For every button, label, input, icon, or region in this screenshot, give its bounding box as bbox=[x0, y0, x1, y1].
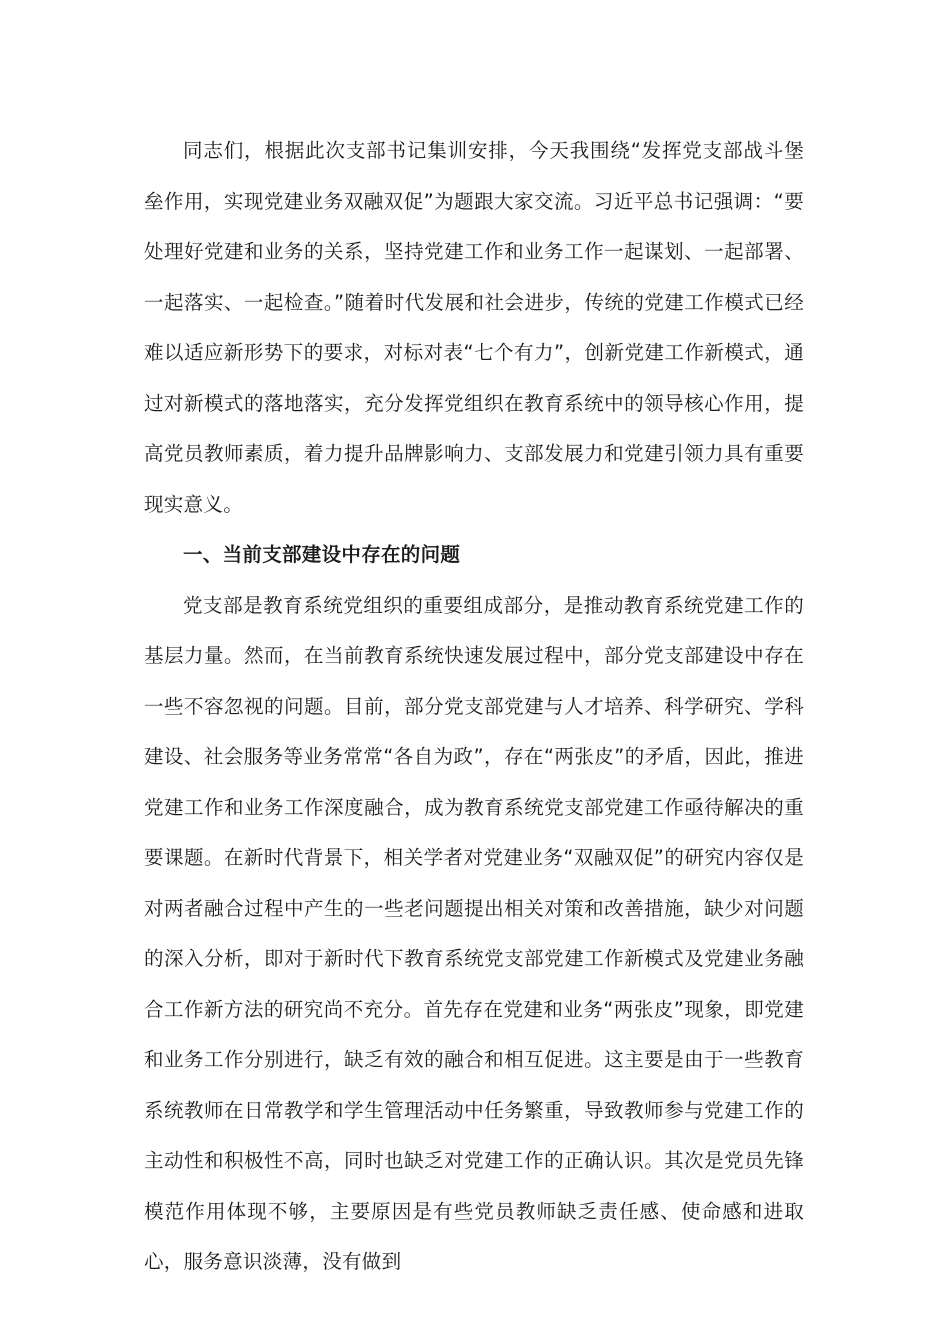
section-heading: 一、当前支部建设中存在的问题 bbox=[183, 543, 461, 566]
section-paragraph: 党支部是教育系统党组织的重要组成部分，是推动教育系统党建工作的基层力量。然而，在当前教育系统快速发展过程中，部分党支部建设中存在一些不容忽视的问题。目前，部分党支部党建与人才培养、科学研究、学科建设、社会服务等业务常常“各自为政”，存在“两张皮”的矛盾，因此，推进党建工作和业务工作深度融合，成为教育系统党支部党建工作亟待解决的重要课题。在新时代背景下，相关学者对党建业务“双融双促”的研究内容仅是对两者融合过程中产生的一些老问题提出相关对策和改善措施，缺少对问题的深入分析，即对于新时代下教育系统党支部党建工作新模式及党建业务融合工作新方法的研究尚不充分。首先存在党建和业务“两张皮”现象，即党建和业务工作分别进行，缺乏有效的融合和相互促进。这主要是由于一些教育系统教师在日常教学和学生管理活动中任务繁重，导致教师参与党建工作的主动性和积极性不高，同时也缺乏对党建工作的正确认识。其次是党员先锋模范作用体现不够，主要原因是有些党员教师缺乏责任感、使命感和进取心，服务意识淡薄，没有做到 bbox=[144, 593, 804, 1273]
document-body bbox=[144, 126, 804, 1288]
intro-paragraph: 同志们，根据此次支部书记集训安排，今天我围绕“发挥党支部战斗堡垒作用，实现党建业务双融双促”为题跟大家交流。习近平总书记强调：“要处理好党建和业务的关系，坚持党建工作和业务工作一起谋划、一起部署、一起落实、一起检查。”随着时代发展和社会进步，传统的党建工作模式已经难以适应新形势下的要求，对标对表“七个有力”，创新党建工作新模式，通过对新模式的落地落实，充分发挥党组织在教育系统中的领导核心作用，提高党员教师素质，着力提升品牌影响力、支部发展力和党建引领力具有重要现实意义。 bbox=[144, 139, 804, 516]
